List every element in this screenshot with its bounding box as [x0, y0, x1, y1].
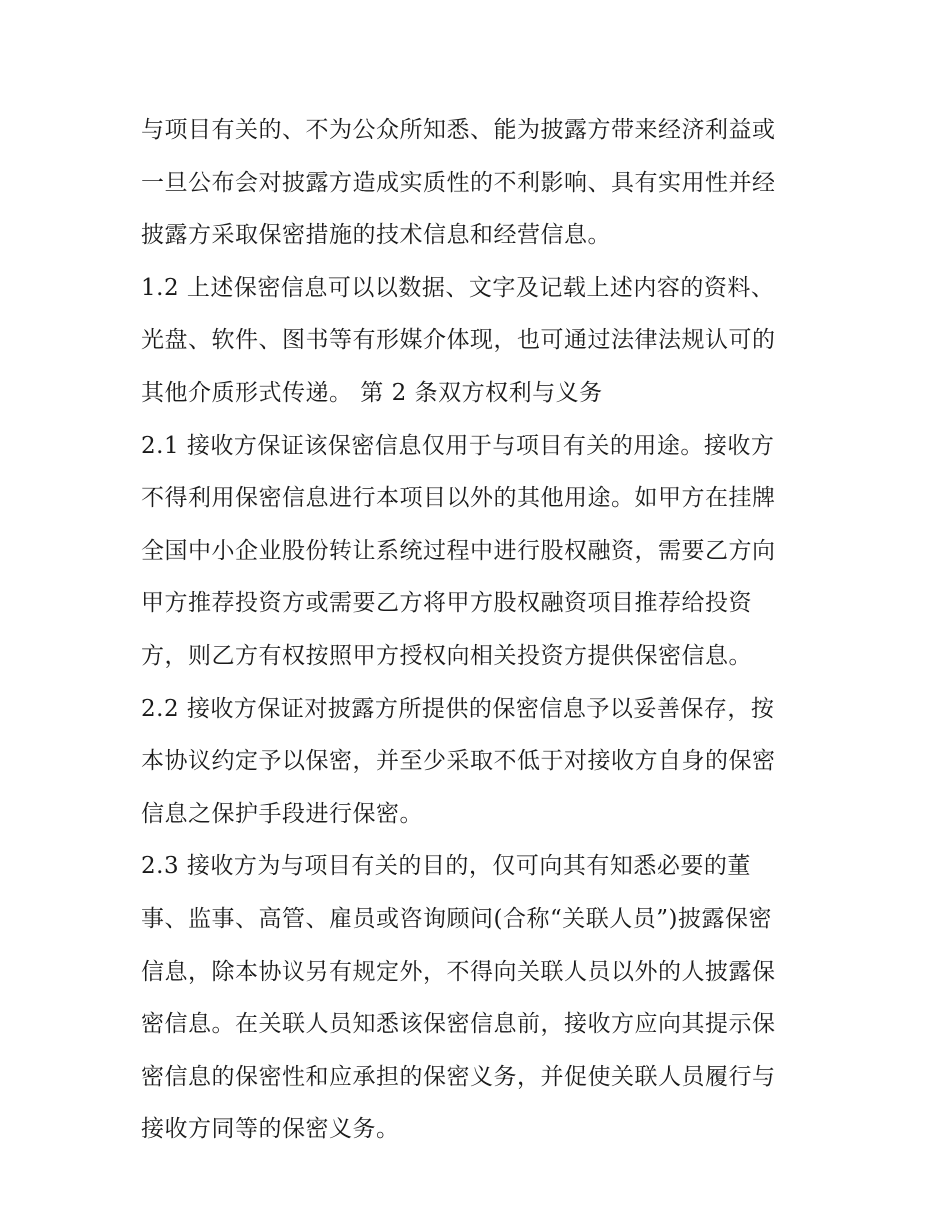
text-line: 甲方推荐投资方或需要乙方将甲方股权融资项目推荐给投资 — [141, 590, 752, 617]
text-line: 不得利用保密信息进行本项目以外的其他用途。如甲方在挂牌 — [141, 485, 776, 512]
body-text — [141, 104, 831, 1156]
text-line: 披露方采取保密措施的技术信息和经营信息。 — [141, 222, 611, 249]
text-line: 与项目有关的、不为公众所知悉、能为披露方带来经济利益或 — [141, 117, 776, 143]
text-line: 光盘、软件、图书等有形媒介体现，也可通过法律法规认可的 — [141, 327, 776, 354]
text-line: 本协议约定予以保密，并至少采取不低于对接收方自身的保密 — [141, 748, 776, 775]
text-line: 1.2 上述保密信息可以以数据、文字及记载上述内容的资料、 — [141, 274, 775, 301]
text-line: 其他介质形式传递。 第 2 条双方权利与义务 — [141, 379, 603, 406]
text-line: 信息，除本协议另有规定外，不得向关联人员以外的人披露保 — [141, 958, 776, 985]
text-line: 方，则乙方有权按照甲方授权向相关投资方提供保密信息。 — [141, 642, 752, 669]
text-line: 密信息的保密性和应承担的保密义务，并促使关联人员履行与 — [141, 1063, 776, 1090]
text-line: 信息之保护手段进行保密。 — [141, 800, 423, 827]
text-line: 全国中小企业股份转让系统过程中进行股权融资，需要乙方向 — [141, 537, 776, 564]
text-line: 事、监事、高管、雇员或咨询顾问(合称“关联人员”)披露保密 — [141, 905, 772, 932]
text-line: 一旦公布会对披露方造成实质性的不利影响、具有实用性并经 — [141, 169, 776, 196]
text-line: 密信息。在关联人员知悉该保密信息前，接收方应向其提示保 — [141, 1011, 776, 1038]
text-line: 2.2 接收方保证对披露方所提供的保密信息予以妥善保存，按 — [141, 695, 775, 722]
text-line: 接收方同等的保密义务。 — [141, 1116, 400, 1143]
text-line: 2.1 接收方保证该保密信息仅用于与项目有关的用途。接收方 — [141, 432, 775, 459]
text-line: 2.3 接收方为与项目有关的目的，仅可向其有知悉必要的董 — [141, 853, 751, 880]
